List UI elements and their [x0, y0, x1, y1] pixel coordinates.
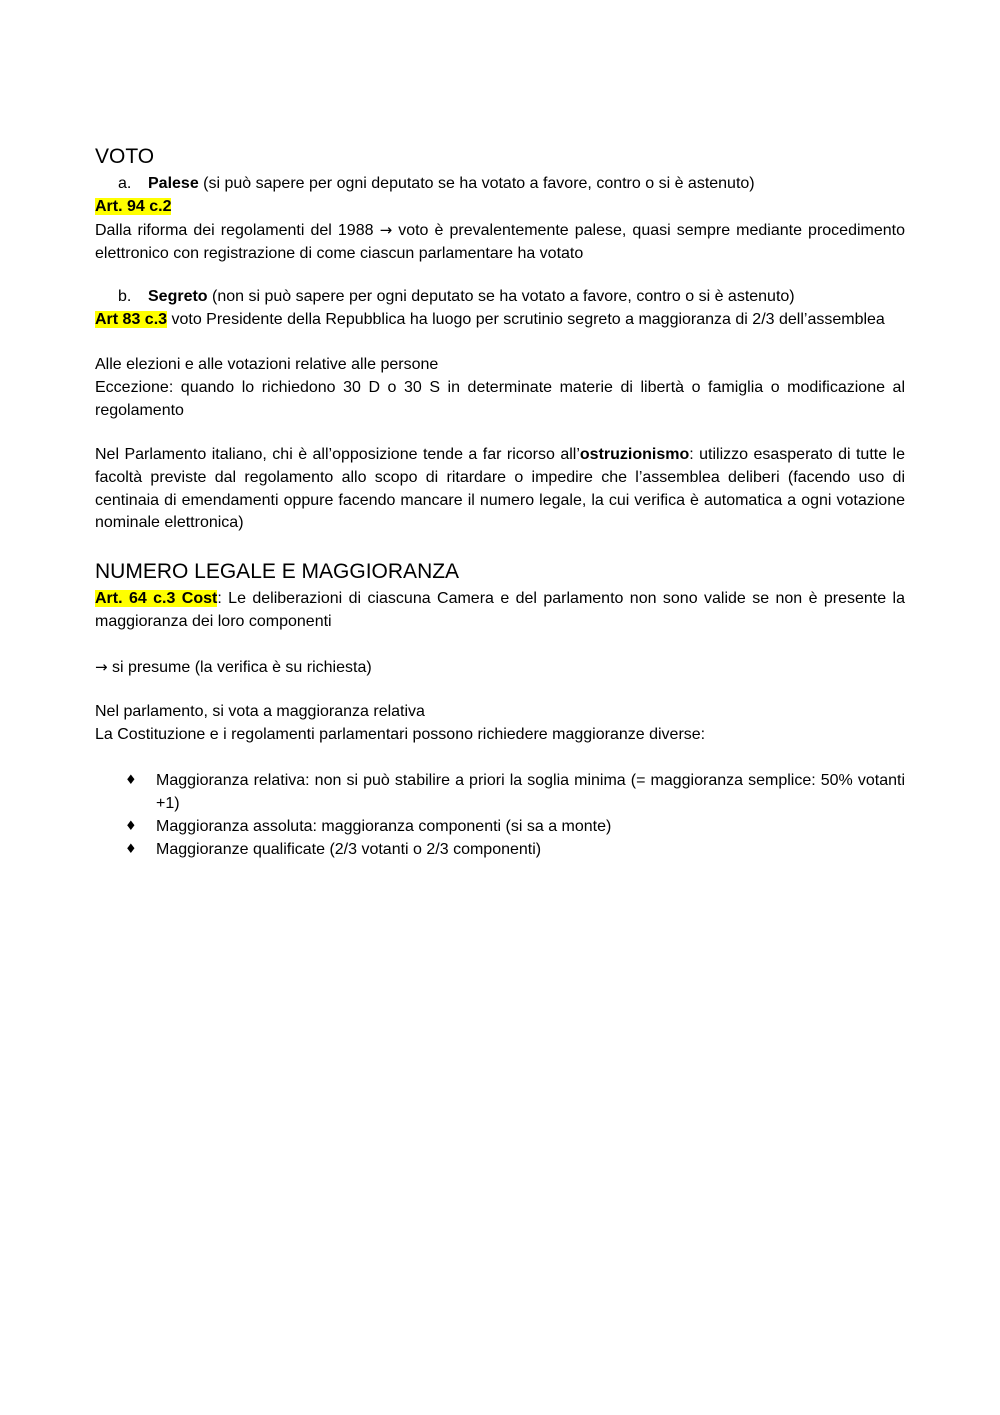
paragraph-elezioni: Alle elezioni e alle votazioni relative alle persone [95, 356, 439, 373]
arrow-right-icon: → [95, 658, 108, 676]
paragraph-eccezione: Eccezione: quando lo richiedono 30 D o 30 S in determinate materie di libertà o famiglia o modificazione al regolamento [95, 379, 905, 419]
section-heading-voto: VOTO [95, 145, 155, 168]
term-segreto: Segreto [148, 288, 208, 305]
list-marker: b. [118, 288, 132, 305]
list-marker: a. [118, 175, 132, 192]
term-palese: Palese [148, 175, 199, 192]
article-ref-83: Art 83 c.3 [95, 311, 168, 328]
paragraph-text: Nel Parlamento italiano, chi è all’opposizione tende a far ricorso all’ [95, 446, 580, 463]
paragraph-costituzione: La Costituzione e i regolamenti parlamentari possono richiedere maggioranze diverse: [95, 726, 706, 743]
bullet-text: Maggioranze qualificate (2/3 votanti o 2/3 componenti) [156, 841, 542, 858]
arrow-right-icon: → [379, 221, 393, 239]
article-ref-line [95, 196, 171, 219]
paragraph-si-presume [95, 656, 372, 680]
article-ref-94: Art. 94 c.2 [95, 198, 172, 215]
palese-description: (si può sapere per ogni deputato se ha votato a favore, contro o si è astenuto) [198, 175, 755, 192]
paragraph-maggioranza-relativa: Nel parlamento, si vota a maggioranza relativa [95, 703, 425, 720]
paragraph-text: : Le deliberazioni di ciascuna Camera e del parlamento non sono valide se non è presente la maggioranza dei loro componenti [95, 590, 905, 630]
paragraph-text: : utilizzo esasperato di tutte le facoltà previste dal regolamento allo scopo di ritardare o impedire che l’assemblea deliberi (facendo uso di centinaia di emendamenti oppure facendo mancare il numero legale, la cui verifica è automatica a ogni votazione nominale elettronica) [95, 446, 906, 532]
paragraph-text: voto Presidente della Repubblica ha luogo per scrutinio segreto a maggioranza di 2/3 dell’assemblea [167, 311, 885, 328]
bullet-text: Maggioranza relativa: non si può stabilire a priori la soglia minima (= maggioranza semplice: 50% votanti +1) [156, 772, 905, 812]
bullet-text: Maggioranza assoluta: maggioranza componenti (si sa a monte) [156, 818, 612, 835]
diamond-bullet-icon: ♦ [125, 819, 137, 834]
paragraph-text: si presume (la verifica è su richiesta) [107, 659, 372, 676]
diamond-bullet-icon: ♦ [125, 773, 137, 788]
article-ref-64: Art. 64 c.3 Cost [95, 590, 218, 607]
paragraph-riforma [95, 219, 905, 266]
term-ostruzionismo: ostruzionismo [579, 446, 690, 463]
paragraph-art83 [95, 309, 905, 332]
list-item-text [148, 286, 795, 309]
paragraph-ostruzionismo [95, 444, 905, 535]
section-heading-numero-legale: NUMERO LEGALE E MAGGIORANZA [95, 560, 460, 583]
paragraph-text: voto è prevalentemente palese, quasi sempre mediante procedimento elettronico con registrazione di come ciascun parlamentare ha votato [95, 222, 905, 262]
segreto-description: (non si può sapere per ogni deputato se ha votato a favore, contro o si è astenuto) [207, 288, 795, 305]
list-item-text [148, 173, 755, 196]
paragraph-art64 [95, 588, 905, 634]
diamond-bullet-icon: ♦ [125, 842, 137, 857]
paragraph-text: Dalla riforma dei regolamenti del 1988 [95, 222, 380, 239]
